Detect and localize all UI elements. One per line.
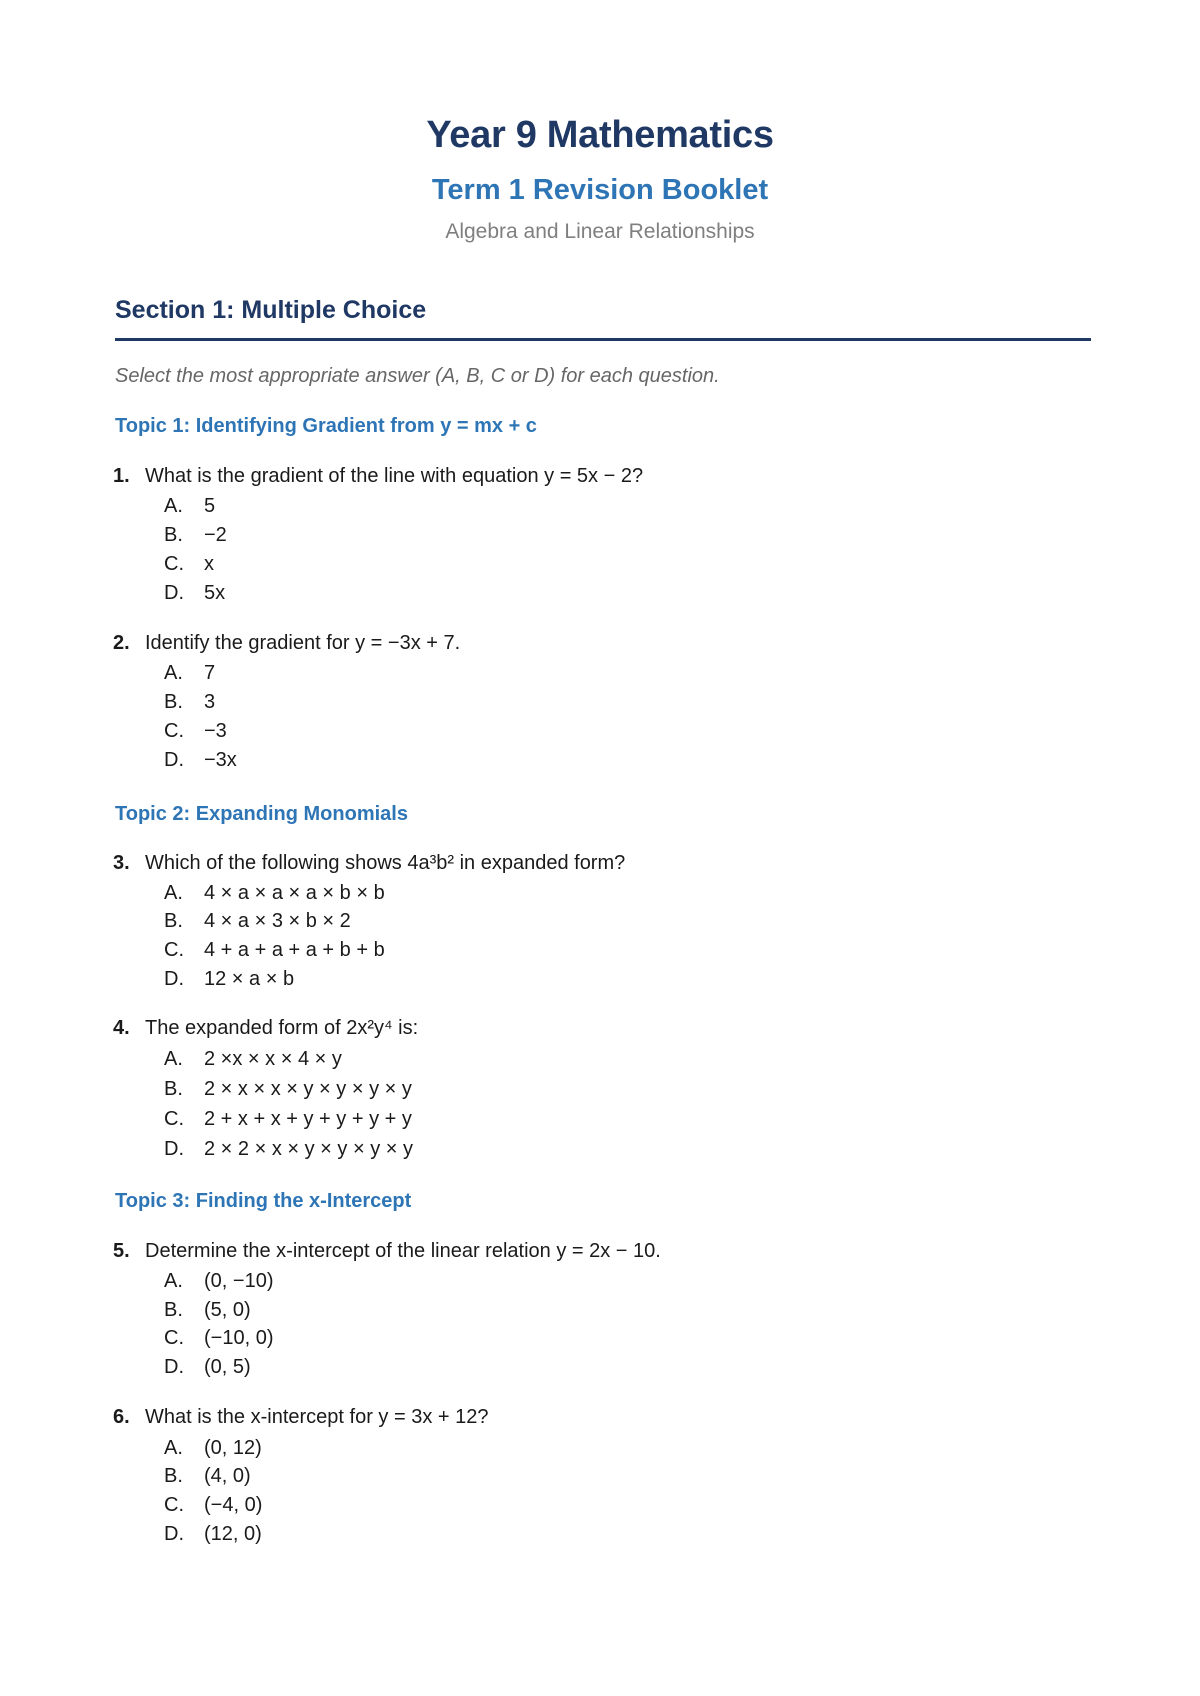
option-text: (12, 0) bbox=[204, 1523, 262, 1545]
option-4d[interactable] bbox=[164, 1138, 413, 1161]
option-6a[interactable] bbox=[164, 1437, 262, 1460]
option-text: 4 + a + a + a + b + b bbox=[204, 939, 385, 961]
section-heading: Section 1: Multiple Choice bbox=[115, 296, 427, 324]
question-text: The expanded form of 2x²y⁴ is: bbox=[145, 1017, 419, 1039]
option-text: 2 × 2 × x × y × y × y × y bbox=[204, 1138, 414, 1160]
option-2d[interactable] bbox=[164, 749, 237, 772]
option-label: B. bbox=[164, 910, 183, 932]
option-text: 12 × a × b bbox=[204, 968, 295, 990]
option-text: 5x bbox=[204, 582, 226, 604]
option-2b[interactable] bbox=[164, 691, 215, 714]
option-1d[interactable] bbox=[164, 582, 225, 605]
question-number: 6. bbox=[113, 1406, 130, 1428]
question-text: Identify the gradient for y = −3x + 7. bbox=[145, 632, 461, 654]
question-5 bbox=[113, 1240, 661, 1263]
option-text: (−4, 0) bbox=[204, 1494, 263, 1516]
option-label: C. bbox=[164, 1494, 184, 1516]
option-label: C. bbox=[164, 939, 184, 961]
option-text: (4, 0) bbox=[204, 1465, 251, 1487]
question-number: 3. bbox=[113, 852, 130, 874]
option-text: (0, 12) bbox=[204, 1437, 262, 1459]
option-6c[interactable] bbox=[164, 1494, 262, 1517]
question-number: 4. bbox=[113, 1017, 130, 1039]
option-text: x bbox=[204, 553, 214, 575]
option-1b[interactable] bbox=[164, 524, 227, 547]
question-number: 1. bbox=[113, 465, 130, 487]
option-label: A. bbox=[164, 882, 183, 904]
option-3c[interactable] bbox=[164, 939, 385, 962]
option-label: C. bbox=[164, 1327, 184, 1349]
question-3 bbox=[113, 852, 625, 875]
option-text: −3 bbox=[204, 720, 227, 742]
option-5b[interactable] bbox=[164, 1299, 251, 1322]
option-label: D. bbox=[164, 582, 184, 604]
option-3d[interactable] bbox=[164, 968, 294, 991]
question-text: What is the x-intercept for y = 3x + 12? bbox=[145, 1406, 489, 1428]
option-6b[interactable] bbox=[164, 1465, 251, 1488]
topic-heading: Topic 3: Finding the x-Intercept bbox=[115, 1190, 412, 1212]
option-5d[interactable] bbox=[164, 1356, 251, 1379]
option-label: D. bbox=[164, 749, 184, 771]
question-4 bbox=[113, 1017, 418, 1040]
option-text: (0, 5) bbox=[204, 1356, 251, 1378]
option-label: A. bbox=[164, 1048, 183, 1070]
option-text: −3x bbox=[204, 749, 237, 771]
question-number: 5. bbox=[113, 1240, 130, 1262]
question-text: What is the gradient of the line with equation y = 5x − 2? bbox=[145, 465, 644, 487]
question-6 bbox=[113, 1406, 489, 1429]
option-5c[interactable] bbox=[164, 1327, 273, 1350]
option-text: 2 × x × x × y × y × y × y bbox=[204, 1078, 412, 1100]
option-4a[interactable] bbox=[164, 1048, 342, 1071]
option-label: C. bbox=[164, 553, 184, 575]
option-text: (−10, 0) bbox=[204, 1327, 274, 1349]
option-label: D. bbox=[164, 1356, 184, 1378]
option-label: B. bbox=[164, 1078, 183, 1100]
option-2a[interactable] bbox=[164, 662, 215, 685]
option-text: 2 + x + x + y + y + y + y bbox=[204, 1108, 412, 1130]
option-text: 4 × a × a × a × b × b bbox=[204, 882, 385, 904]
option-label: B. bbox=[164, 524, 183, 546]
question-text: Which of the following shows 4a³b² in expanded form? bbox=[145, 852, 626, 874]
option-label: D. bbox=[164, 1523, 184, 1545]
option-text: 7 bbox=[204, 662, 216, 684]
option-4c[interactable] bbox=[164, 1108, 412, 1131]
option-label: B. bbox=[164, 1465, 183, 1487]
option-2c[interactable] bbox=[164, 720, 227, 743]
option-label: B. bbox=[164, 1299, 183, 1321]
option-text: 3 bbox=[204, 691, 216, 713]
option-label: B. bbox=[164, 691, 183, 713]
section-instructions: Select the most appropriate answer (A, B, C or D) for each question. bbox=[115, 365, 720, 387]
option-1a[interactable] bbox=[164, 495, 215, 518]
option-6d[interactable] bbox=[164, 1523, 262, 1546]
option-text: 4 × a × 3 × b × 2 bbox=[204, 910, 351, 932]
option-label: D. bbox=[164, 968, 184, 990]
document-subtitle: Term 1 Revision Booklet bbox=[431, 174, 769, 206]
topic-heading: Topic 2: Expanding Monomials bbox=[115, 803, 408, 825]
question-number: 2. bbox=[113, 632, 130, 654]
option-label: C. bbox=[164, 720, 184, 742]
question-2 bbox=[113, 632, 460, 655]
option-text: 2 ×x × x × 4 × y bbox=[204, 1048, 342, 1070]
section-divider bbox=[115, 338, 1091, 341]
option-label: A. bbox=[164, 1437, 183, 1459]
question-text: Determine the x-intercept of the linear relation y = 2x − 10. bbox=[145, 1240, 661, 1262]
option-label: C. bbox=[164, 1108, 184, 1130]
option-4b[interactable] bbox=[164, 1078, 412, 1101]
option-1c[interactable] bbox=[164, 553, 214, 576]
option-5a[interactable] bbox=[164, 1270, 273, 1293]
option-text: 5 bbox=[204, 495, 216, 517]
option-text: (0, −10) bbox=[204, 1270, 274, 1292]
option-text: −2 bbox=[204, 524, 227, 546]
option-3b[interactable] bbox=[164, 910, 351, 933]
topic-heading: Topic 1: Identifying Gradient from y = mx + c bbox=[115, 415, 537, 437]
option-3a[interactable] bbox=[164, 882, 385, 905]
document-title: Year 9 Mathematics bbox=[426, 114, 774, 156]
option-label: A. bbox=[164, 662, 183, 684]
question-1 bbox=[113, 465, 643, 488]
option-label: D. bbox=[164, 1138, 184, 1160]
option-label: A. bbox=[164, 1270, 183, 1292]
document-topic-subtitle: Algebra and Linear Relationships bbox=[445, 220, 755, 243]
option-label: A. bbox=[164, 495, 183, 517]
option-text: (5, 0) bbox=[204, 1299, 251, 1321]
